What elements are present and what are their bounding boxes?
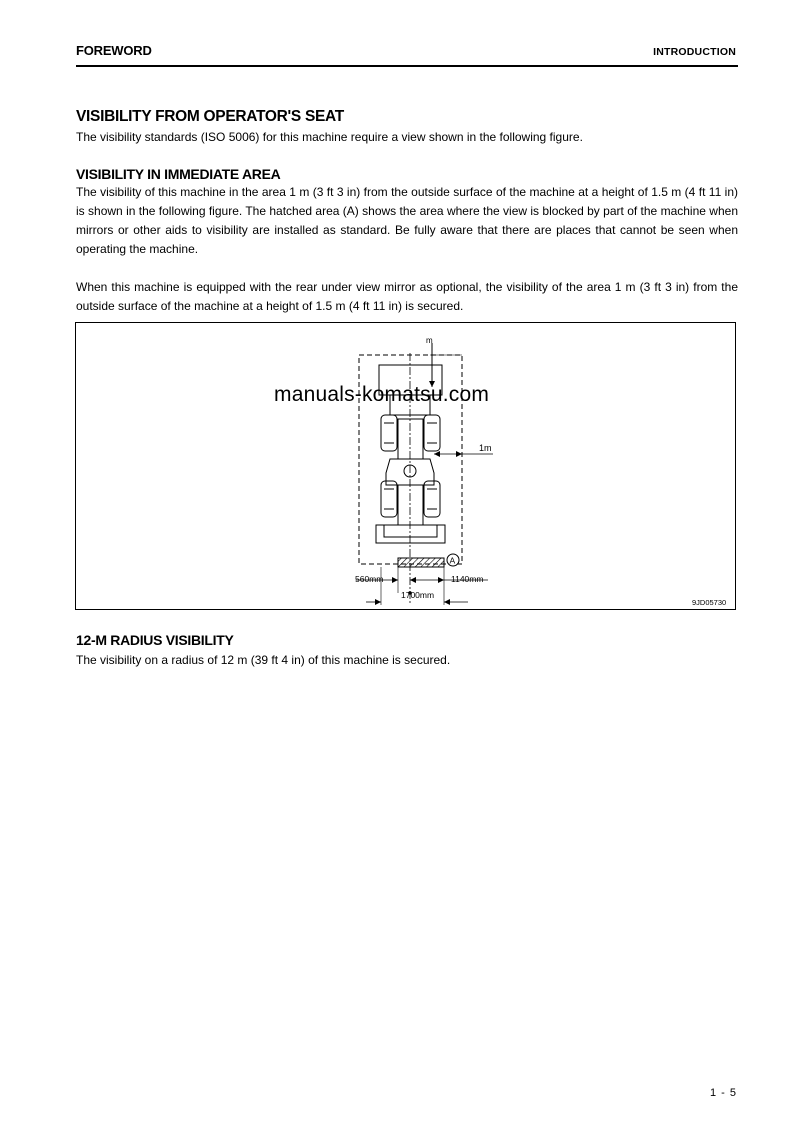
header-section-title: FOREWORD <box>76 43 152 58</box>
paragraph-immediate-area: The visibility of this machine in the area 1 m (3 ft 3 in) from the outside surface of the machine at a height of 1.5 m (4 ft 11 in) is shown in the following figure. The hatched area (A) shows the area where the view is blocked by part of the machine when mirrors or other aids to visibility are installed as standard. Be fully aware that there are places that cannot be seen when operating the machine. <box>76 185 738 256</box>
label-1140mm: 1140mm <box>451 574 484 584</box>
label-1m: 1m <box>479 443 492 453</box>
label-1700mm: 1700mm <box>401 590 435 600</box>
paragraph-visibility-standards: The visibility standards (ISO 5006) for this machine require a view shown in the following figure. <box>76 130 583 144</box>
machine-top-view-diagram <box>76 323 737 611</box>
heading-12m-radius-visibility: 12-M RADIUS VISIBILITY <box>76 632 234 648</box>
heading-visibility-operator-seat: VISIBILITY FROM OPERATOR'S SEAT <box>76 108 344 125</box>
watermark-text: manuals-komatsu.com <box>274 383 490 406</box>
figure-id: 9JD05730 <box>692 598 727 607</box>
blocked-area-a <box>398 558 444 567</box>
paragraph-rear-mirror: When this machine is equipped with the rear under view mirror as optional, the visibility of the area 1 m (3 ft 3 in) from the outside surface of the machine at a height of 1.5 m (4 ft 11 in) is secured. <box>76 280 738 313</box>
visibility-figure <box>75 322 736 610</box>
page-number: 1 - 5 <box>709 1087 737 1099</box>
header-divider <box>76 65 738 67</box>
heading-visibility-immediate-area: VISIBILITY IN IMMEDIATE AREA <box>76 166 281 182</box>
label-top-m: m <box>426 336 433 345</box>
label-560mm: 560mm <box>355 574 384 584</box>
paragraph-12m-radius: The visibility on a radius of 12 m (39 ft 4 in) of this machine is secured. <box>76 653 451 667</box>
header-chapter-title: INTRODUCTION <box>653 46 736 58</box>
label-a: A <box>449 555 456 566</box>
